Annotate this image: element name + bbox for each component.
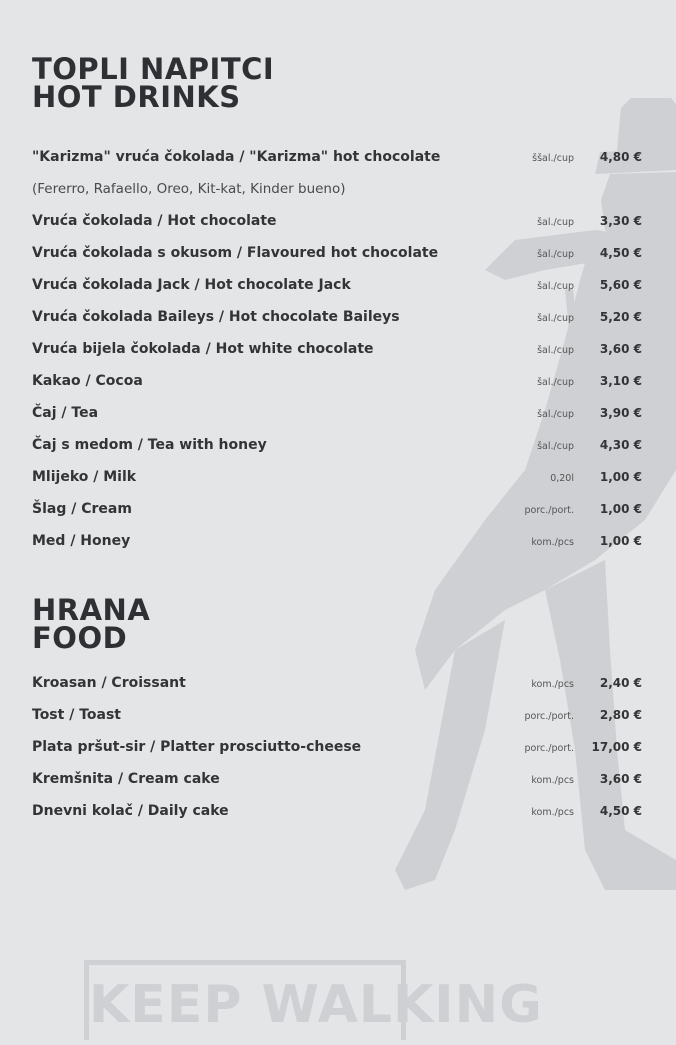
item-unit: porc./port. [524, 711, 574, 722]
item-price: 4,80 € [599, 150, 642, 164]
item-name: Dnevni kolač / Daily cake [32, 803, 229, 819]
menu-item [32, 369, 644, 393]
hot-drinks-title-line2: HOT DRINKS [32, 80, 241, 114]
item-name: Vruća bijela čokolada / Hot white chocolate [32, 341, 374, 357]
item-name: Čaj s medom / Tea with honey [32, 437, 267, 453]
item-name: Mlijeko / Milk [32, 469, 137, 485]
item-price: 5,60 € [599, 278, 642, 292]
item-name: Tost / Toast [32, 707, 121, 723]
hot-drinks-title-line1: TOPLI NAPITCI [32, 52, 275, 86]
chocolate-flavours-note: (Fererro, Rafaello, Oreo, Kit-kat, Kinder bueno) [32, 181, 346, 197]
item-unit: šal./cup [537, 281, 574, 292]
item-price: 2,80 € [599, 708, 642, 722]
menu-item [32, 273, 644, 297]
item-name: Vruća čokolada s okusom / Flavoured hot chocolate [32, 245, 439, 261]
item-price: 1,00 € [599, 470, 642, 484]
item-name: Plata pršut-sir / Platter prosciutto-cheese [32, 739, 362, 755]
menu-item [32, 671, 644, 695]
item-price: 4,50 € [599, 246, 642, 260]
item-unit: šal./cup [537, 249, 574, 260]
menu-item [32, 209, 644, 233]
food-title-line1: HRANA [32, 593, 151, 627]
item-price: 1,00 € [599, 502, 642, 516]
item-name: "Karizma" vruća čokolada / "Karizma" hot chocolate [32, 149, 441, 165]
item-name: Kroasan / Croissant [32, 675, 186, 691]
item-name: Čaj / Tea [32, 405, 99, 421]
item-unit: šal./cup [537, 441, 574, 452]
item-unit: 0,20l [550, 473, 574, 484]
menu-item [32, 433, 644, 457]
menu-item [32, 703, 644, 727]
item-unit: šal./cup [537, 377, 574, 388]
item-price: 5,20 € [599, 310, 642, 324]
item-unit: porc./port. [524, 743, 574, 754]
menu-item [32, 337, 644, 361]
item-price: 4,50 € [599, 804, 642, 818]
item-name: Med / Honey [32, 533, 131, 549]
item-unit: šal./cup [537, 313, 574, 324]
menu-item [32, 465, 644, 489]
item-price: 3,30 € [599, 214, 642, 228]
item-unit: kom./pcs [531, 537, 574, 548]
keep-walking-watermark: KEEP WALKING [84, 960, 406, 1040]
menu-item [32, 145, 644, 169]
item-price: 3,10 € [599, 374, 642, 388]
item-price: 4,30 € [599, 438, 642, 452]
menu-item [32, 529, 644, 553]
item-unit: porc./port. [524, 505, 574, 516]
item-price: 2,40 € [599, 676, 642, 690]
item-unit: šal./cup [537, 409, 574, 420]
item-unit: kom./pcs [531, 679, 574, 690]
item-unit: kom./pcs [531, 807, 574, 818]
item-price: 17,00 € [591, 740, 642, 754]
item-name: Vruća čokolada Baileys / Hot chocolate Baileys [32, 309, 400, 325]
item-price: 3,60 € [599, 772, 642, 786]
item-price: 1,00 € [599, 534, 642, 548]
item-name: Vruća čokolada Jack / Hot chocolate Jack [32, 277, 351, 293]
item-unit: kom./pcs [531, 775, 574, 786]
menu-item [32, 799, 644, 823]
item-price: 3,60 € [599, 342, 642, 356]
menu-item [32, 305, 644, 329]
food-title-line2: FOOD [32, 621, 128, 655]
item-unit: ššal./cup [532, 153, 574, 164]
menu-item [32, 401, 644, 425]
menu-item [32, 241, 644, 265]
item-price: 3,90 € [599, 406, 642, 420]
menu-item [32, 735, 644, 759]
item-name: Kremšnita / Cream cake [32, 771, 220, 787]
item-name: Vruća čokolada / Hot chocolate [32, 213, 277, 229]
item-unit: šal./cup [537, 345, 574, 356]
item-name: Kakao / Cocoa [32, 373, 143, 389]
menu-item [32, 497, 644, 521]
item-name: Šlag / Cream [32, 501, 132, 517]
menu-item [32, 767, 644, 791]
item-unit: šal./cup [537, 217, 574, 228]
